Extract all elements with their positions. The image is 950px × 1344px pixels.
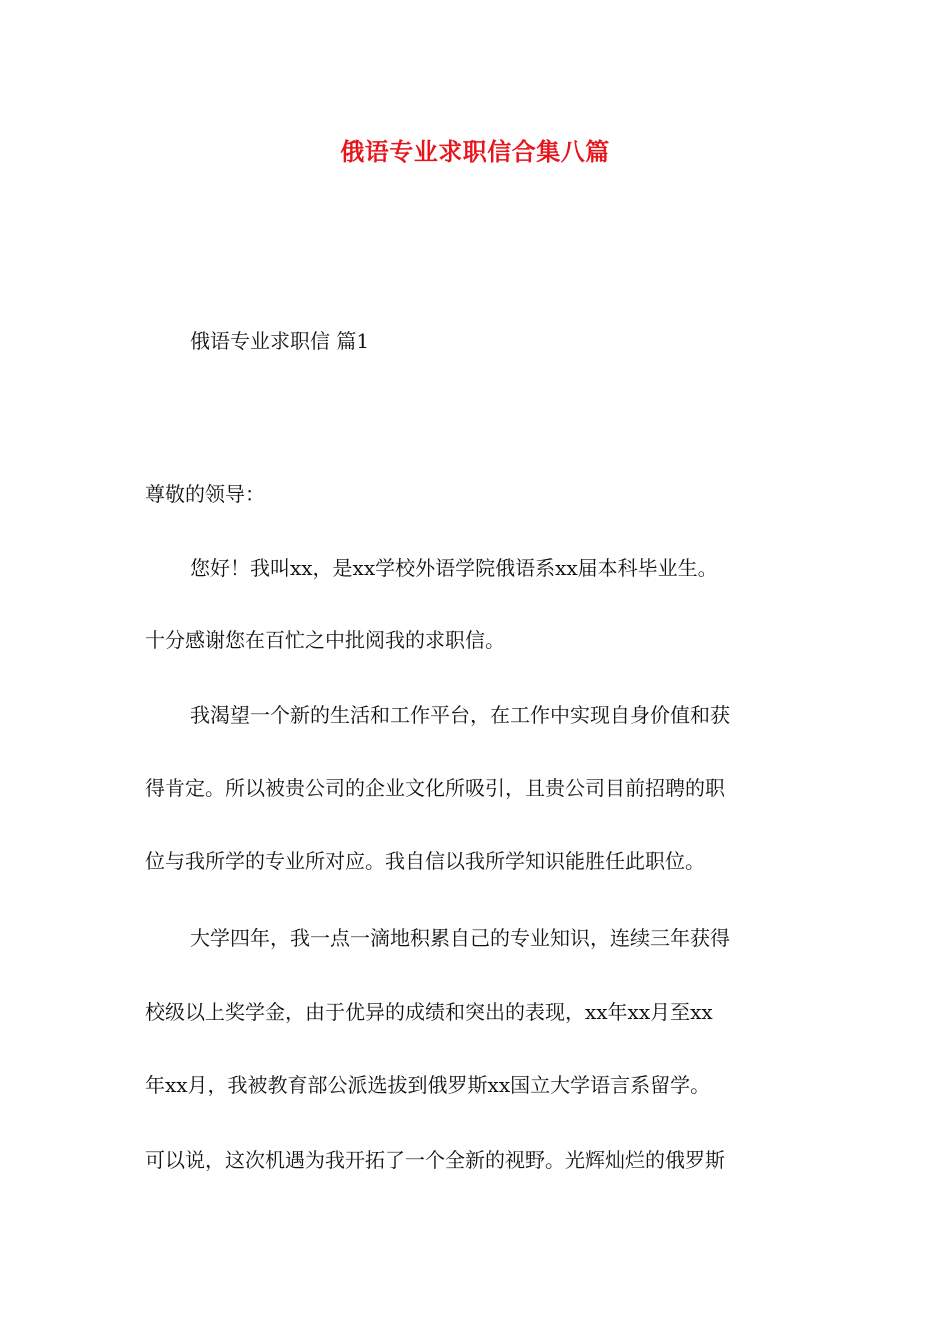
paragraph-line: 位与我所学的专业所对应。我自信以我所学知识能胜任此职位。 [145,849,705,873]
paragraph-line: 可以说，这次机遇为我开拓了一个全新的视野。光辉灿烂的俄罗斯 [145,1148,725,1172]
document-title: 俄语专业求职信合集八篇 [340,137,610,166]
paragraph-line: 年xx月，我被教育部公派选拔到俄罗斯xx国立大学语言系留学。 [145,1073,711,1097]
paragraph-line: 大学四年，我一点一滴地积累自己的专业知识，连续三年获得 [190,926,730,950]
paragraph-line: 我渴望一个新的生活和工作平台，在工作中实现自身价值和获 [190,703,730,727]
paragraph-line: 您好！我叫xx，是xx学校外语学院俄语系xx届本科毕业生。 [190,556,718,580]
paragraph-line: 得肯定。所以被贵公司的企业文化所吸引，且贵公司目前招聘的职 [145,776,725,800]
section-heading: 俄语专业求职信 篇1 [190,329,370,353]
salutation: 尊敬的领导： [145,482,265,506]
paragraph-line: 校级以上奖学金，由于优异的成绩和突出的表现，xx年xx月至xx [145,1000,713,1024]
paragraph-line: 十分感谢您在百忙之中批阅我的求职信。 [145,628,505,652]
